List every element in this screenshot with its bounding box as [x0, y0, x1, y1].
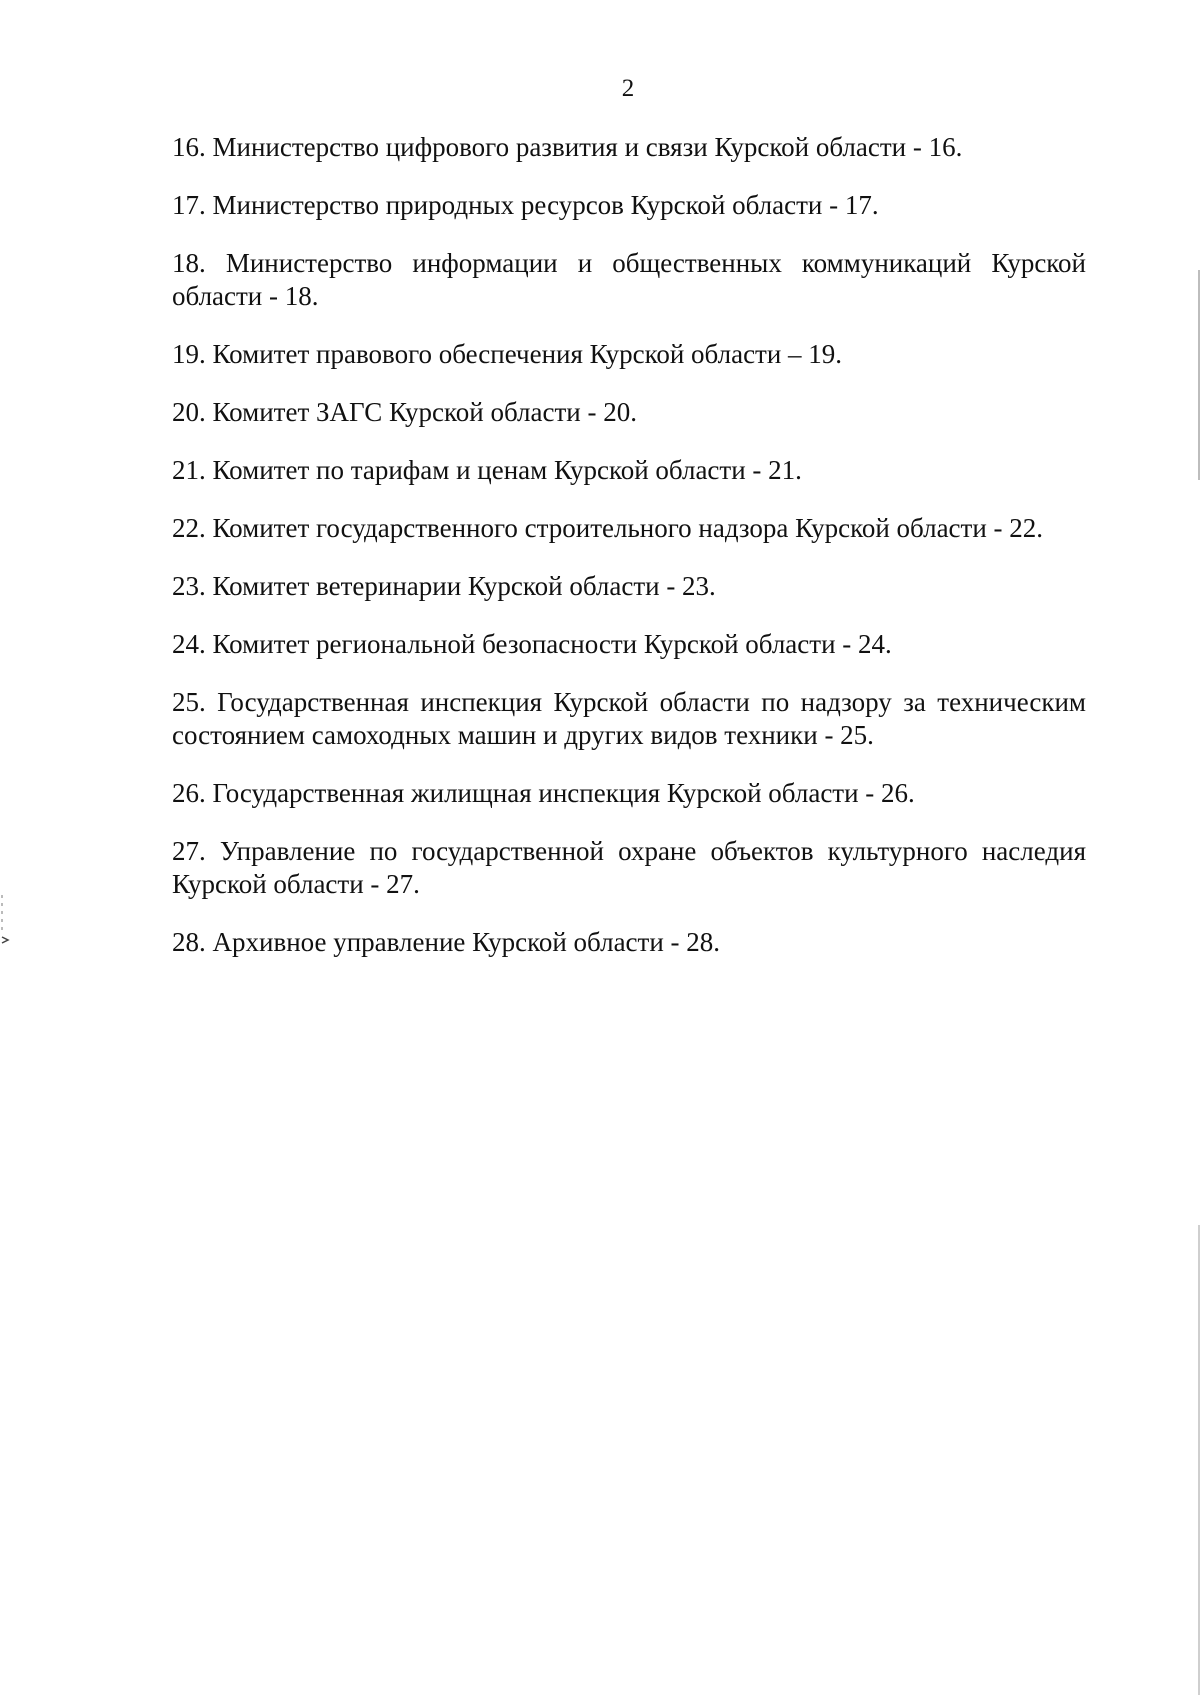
list-item: 25. Государственная инспекция Курской области по надзору за техническим состоянием самоходных машин и других видов техники - 25. [172, 687, 1086, 750]
list-item: 19. Комитет правового обеспечения Курской области – 19. [172, 339, 843, 369]
list-item: 21. Комитет по тарифам и ценам Курской области - 21. [172, 455, 802, 485]
list-item: 16. Министерство цифрового развития и связи Курской области - 16. [172, 132, 963, 162]
list-item: 20. Комитет ЗАГС Курской области - 20. [172, 397, 637, 427]
list-item: 18. Министерство информации и общественных коммуникаций Курской области - 18. [172, 248, 1086, 311]
list-item: 24. Комитет региональной безопасности Курской области - 24. [172, 629, 892, 659]
organization-list [172, 131, 1086, 984]
list-item: 27. Управление по государственной охране объектов культурного наследия Курской области - 27. [172, 836, 1086, 899]
list-item: 17. Министерство природных ресурсов Курской области - 17. [172, 190, 879, 220]
scan-mark [0, 895, 20, 955]
list-item: 26. Государственная жилищная инспекция Курской области - 26. [172, 778, 915, 808]
page-number: 2 [621, 75, 635, 102]
list-item: 23. Комитет ветеринарии Курской области - 23. [172, 571, 716, 601]
list-item: 22. Комитет государственного строительного надзора Курской области - 22. [172, 513, 1044, 543]
list-item: 28. Архивное управление Курской области - 28. [172, 927, 721, 957]
